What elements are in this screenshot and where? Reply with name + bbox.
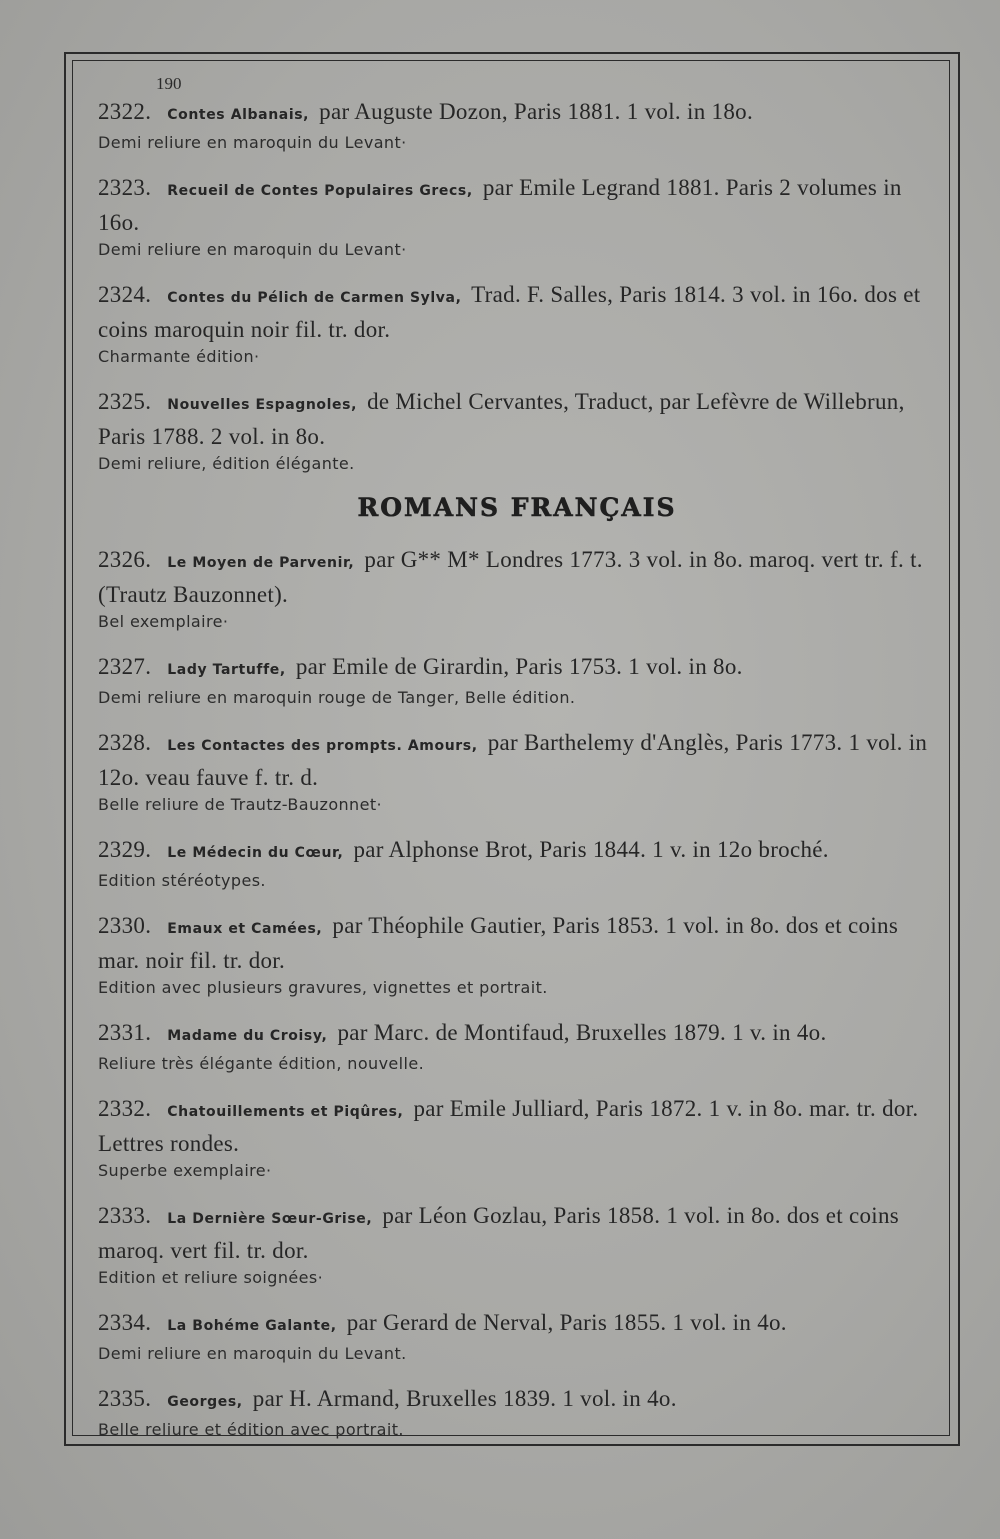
- entry-title: Contes Albanais,: [167, 107, 310, 123]
- entry-list-after: [98, 544, 936, 1442]
- catalog-entry: [98, 386, 936, 476]
- entry-main-line: [98, 279, 936, 345]
- entry-note: Edition stéréotypes.: [98, 871, 266, 890]
- entry-description: par Emile Legrand 1881. Paris 2 volumes in 16o.: [98, 175, 902, 235]
- entry-description: par Théophile Gautier, Paris 1853. 1 vol. in 8o. dos et coins mar. noir fil. tr. dor.: [98, 913, 899, 973]
- entry-description: par Gerard de Nerval, Paris 1855. 1 vol. in 4o.: [346, 1310, 787, 1335]
- entry-main-line: [98, 96, 936, 131]
- entry-title: Contes du Pélich de Carmen Sylva,: [167, 290, 462, 306]
- entry-note: Demi reliure en maroquin du Levant·: [98, 240, 407, 259]
- entry-title: Georges,: [167, 1394, 243, 1410]
- entry-number: 2324.: [98, 282, 152, 307]
- page-number: 190: [156, 74, 182, 93]
- catalog-entry: [98, 834, 936, 893]
- entry-title: Nouvelles Espagnoles,: [167, 397, 357, 413]
- entry-main-line: [98, 1307, 936, 1342]
- entry-main-line: [98, 544, 936, 610]
- entry-number: 2329.: [98, 837, 152, 862]
- entry-number: 2334.: [98, 1310, 152, 1335]
- catalog-entry: [98, 651, 936, 710]
- entry-number: 2332.: [98, 1096, 152, 1121]
- entry-note: Superbe exemplaire·: [98, 1161, 272, 1180]
- entry-note: Demi reliure en maroquin du Levant·: [98, 133, 407, 152]
- entry-description: par Emile de Girardin, Paris 1753. 1 vol. in 8o.: [295, 654, 743, 679]
- entry-number: 2323.: [98, 175, 152, 200]
- entry-title: Lady Tartuffe,: [167, 662, 286, 678]
- entry-number: 2326.: [98, 547, 152, 572]
- catalog-entry: [98, 910, 936, 1000]
- entry-description: par Barthelemy d'Anglès, Paris 1773. 1 vol. in 12o. veau fauve f. tr. d.: [98, 730, 928, 790]
- entry-title: Emaux et Camées,: [167, 921, 323, 937]
- entry-title: La Bohéme Galante,: [167, 1318, 337, 1334]
- entry-main-line: [98, 1093, 936, 1159]
- catalog-entry: [98, 1383, 936, 1442]
- catalog-entry: [98, 1200, 936, 1290]
- entry-note: Reliure très élégante édition, nouvelle.: [98, 1054, 425, 1073]
- entry-number: 2335.: [98, 1386, 152, 1411]
- entry-number: 2325.: [98, 389, 152, 414]
- section-heading: ROMANS FRANÇAIS: [357, 493, 677, 522]
- catalog-entry: [98, 1017, 936, 1076]
- entry-title: Recueil de Contes Populaires Grecs,: [167, 183, 473, 199]
- catalog-content: [98, 96, 936, 1459]
- entry-main-line: [98, 727, 936, 793]
- catalog-entry: [98, 172, 936, 262]
- entry-number: 2328.: [98, 730, 152, 755]
- entry-number: 2330.: [98, 913, 152, 938]
- entry-main-line: [98, 651, 936, 686]
- entry-main-line: [98, 834, 936, 869]
- entry-title: Madame du Croisy,: [167, 1028, 328, 1044]
- entry-note: Edition et reliure soignées·: [98, 1268, 324, 1287]
- entry-note: Edition avec plusieurs gravures, vignettes et portrait.: [98, 978, 548, 997]
- entry-title: Le Médecin du Cœur,: [167, 845, 344, 861]
- entry-description: par Léon Gozlau, Paris 1858. 1 vol. in 8o. dos et coins maroq. vert fil. tr. dor.: [98, 1203, 900, 1263]
- entry-number: 2322.: [98, 99, 152, 124]
- entry-note: Demi reliure en maroquin du Levant.: [98, 1344, 407, 1363]
- entry-note: Bel exemplaire·: [98, 612, 229, 631]
- entry-description: par Alphonse Brot, Paris 1844. 1 v. in 12o broché.: [353, 837, 829, 862]
- entry-number: 2331.: [98, 1020, 152, 1045]
- entry-description: par H. Armand, Bruxelles 1839. 1 vol. in 4o.: [252, 1386, 677, 1411]
- entry-list-before: [98, 96, 936, 476]
- catalog-entry: [98, 1093, 936, 1183]
- catalog-entry: [98, 1307, 936, 1366]
- entry-number: 2327.: [98, 654, 152, 679]
- entry-main-line: [98, 910, 936, 976]
- entry-note: Demi reliure, édition élégante.: [98, 454, 355, 473]
- entry-title: Chatouillements et Piqûres,: [167, 1104, 404, 1120]
- entry-description: Trad. F. Salles, Paris 1814. 3 vol. in 16o. dos et coins maroquin noir fil. tr. dor.: [98, 282, 921, 342]
- entry-note: Belle reliure de Trautz-Bauzonnet·: [98, 795, 382, 814]
- entry-description: de Michel Cervantes, Traduct, par Lefèvre de Willebrun, Paris 1788. 2 vol. in 8o.: [98, 389, 905, 449]
- entry-number: 2333.: [98, 1203, 152, 1228]
- entry-note: Belle reliure et édition avec portrait.: [98, 1420, 404, 1439]
- entry-main-line: [98, 1017, 936, 1052]
- entry-main-line: [98, 172, 936, 238]
- catalog-entry: [98, 96, 936, 155]
- entry-description: par Auguste Dozon, Paris 1881. 1 vol. in 18o.: [319, 99, 753, 124]
- catalog-entry: [98, 279, 936, 369]
- catalog-entry: [98, 544, 936, 634]
- entry-main-line: [98, 1383, 936, 1418]
- entry-title: La Dernière Sœur-Grise,: [167, 1211, 373, 1227]
- catalog-entry: [98, 727, 936, 817]
- entry-description: par G** M* Londres 1773. 3 vol. in 8o. maroq. vert tr. f. t. (Trautz Bauzonnet).: [98, 547, 923, 607]
- entry-main-line: [98, 386, 936, 452]
- entry-note: Charmante édition·: [98, 347, 260, 366]
- entry-description: par Emile Julliard, Paris 1872. 1 v. in 8o. mar. tr. dor. Lettres rondes.: [98, 1096, 919, 1156]
- entry-title: Les Contactes des prompts. Amours,: [167, 738, 478, 754]
- entry-note: Demi reliure en maroquin rouge de Tanger, Belle édition.: [98, 688, 576, 707]
- entry-title: Le Moyen de Parvenir,: [167, 555, 355, 571]
- entry-main-line: [98, 1200, 936, 1266]
- entry-description: par Marc. de Montifaud, Bruxelles 1879. 1 v. in 4o.: [337, 1020, 827, 1045]
